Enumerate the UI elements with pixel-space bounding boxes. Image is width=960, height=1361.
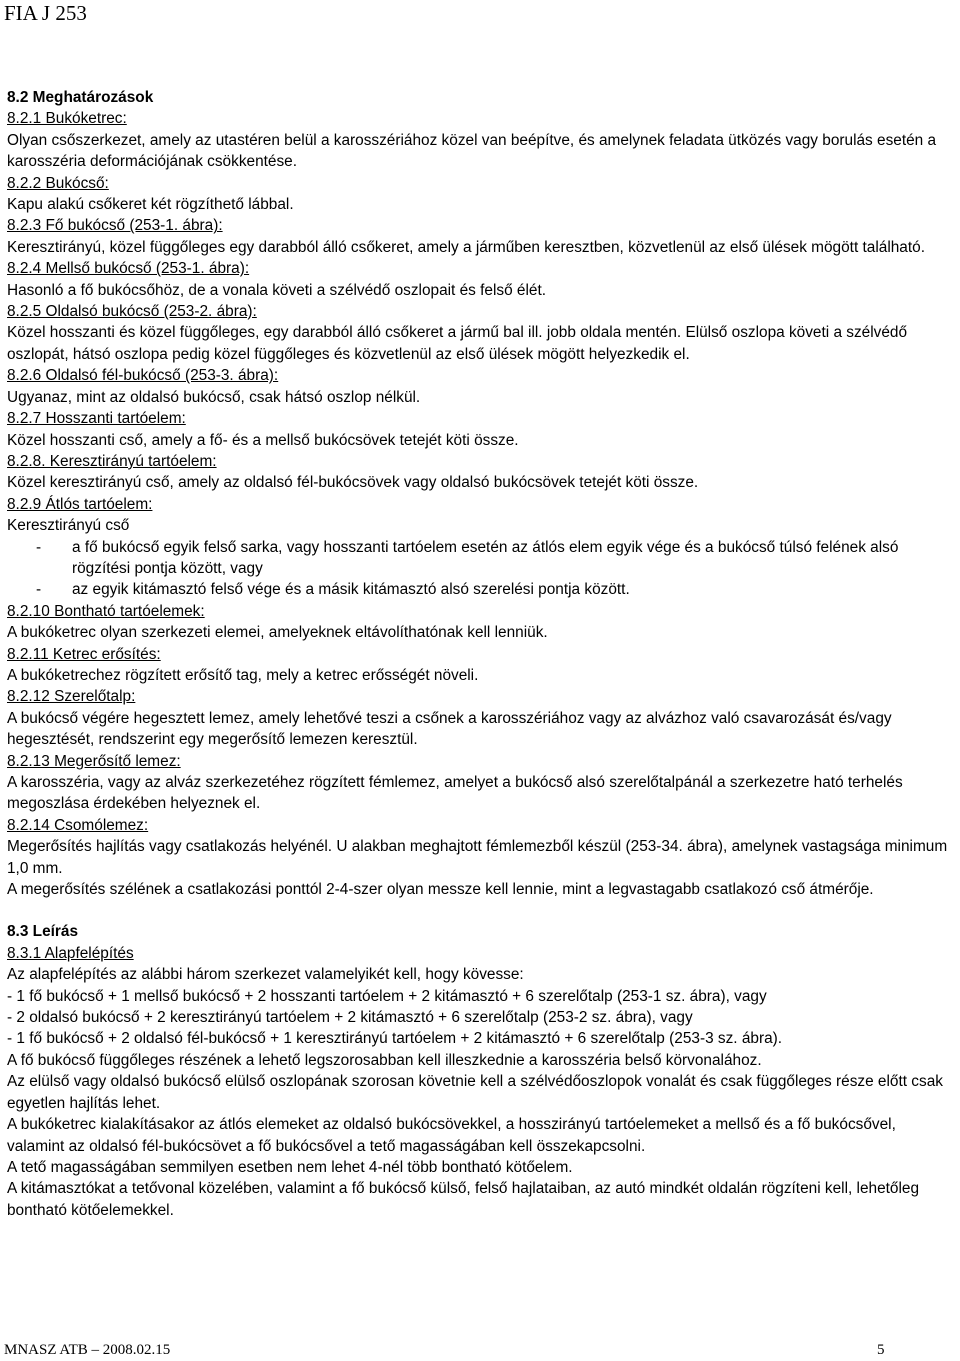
definition-heading: 8.2.7 Hosszanti tartóelem: <box>7 410 186 428</box>
list-item <box>7 579 957 600</box>
list-dash: - <box>36 538 42 556</box>
paragraph: Közel keresztirányú cső, amely az oldalsó fél-bukócsövek vagy oldalsó bukócsövek tetejét köti össze. <box>7 474 699 492</box>
page-header: FIA J 253 <box>4 1 87 25</box>
paragraph: A tető magasságában semmilyen esetben nem lehet 4-nél több bontható kötőelem. <box>7 1158 573 1176</box>
definition-heading: 8.2.1 Bukóketrec: <box>7 110 127 128</box>
definition-heading: 8.2.10 Bontható tartóelemek: <box>7 602 205 620</box>
definition-heading: 8.2.3 Fő bukócső (253-1. ábra): <box>7 217 223 235</box>
list-item <box>7 537 957 580</box>
definition-heading: 8.2.6 Oldalsó fél-bukócső (253-3. ábra): <box>7 367 279 385</box>
paragraph: A bukócső végére hegesztett lemez, amely lehetővé teszi a csőnek a karosszériához vagy az alvázhoz való csavarozását és/vagy hegesztését, rendszerint egy megerősítő lemezen keresztül. <box>7 709 892 749</box>
definition-heading: 8.2.5 Oldalsó bukócső (253-2. ábra): <box>7 303 257 321</box>
list-item-text: az egyik kitámasztó felső vége és a másik kitámasztó alsó szerelési pontja között. <box>72 581 630 599</box>
paragraph: A bukóketrec kialakításakor az átlós elemeket az oldalsó bukócsövekkel, a hosszirányú tartóelemeket a mellső és a fő bukócsővel, valamint az oldalsó fél-bukócsövet a fő bukócsővel a tető magasságában kell összekapcsolni. <box>7 1116 896 1155</box>
paragraph: A kitámasztókat a tetővonal közelében, valamint a fő bukócső külső, felső hajlataiban, az autó mindkét oldalán rögzíteni kell, lehetőleg bontható kötőelemekkel. <box>7 1180 920 1219</box>
paragraph: A bukóketrec olyan szerkezeti elemei, amelyeknek eltávolíthatónak kell lenniük. <box>7 624 548 642</box>
definition-heading: 8.2.9 Átlós tartóelem: <box>7 495 153 513</box>
definition-heading: 8.2.12 Szerelőtalp: <box>7 688 136 706</box>
paragraph: Keresztirányú cső <box>7 517 130 535</box>
paragraph: Közel hosszanti cső, amely a fő- és a mellső bukócsövek tetejét köti össze. <box>7 431 519 449</box>
definition-heading: 8.2.2 Bukócső: <box>7 174 109 192</box>
paragraph: - 1 fő bukócső + 2 oldalsó fél-bukócső + 1 keresztirányú tartóelem + 2 kitámasztó + 6 szerelőtalp (253-3 sz. ábra). <box>7 1030 783 1048</box>
definition-heading: 8.2.4 Mellső bukócső (253-1. ábra): <box>7 260 250 278</box>
paragraph: Közel hosszanti és közel függőleges, egy darabból álló csőkeret a jármű bal ill. jobb oldala mentén. Elülső oszlopa követi a szélvédő oszlopát, hátsó oszlopa pedig közel függőleges és közvetlenül az első ülések mögött helyezkedik el. <box>7 324 908 363</box>
paragraph: Keresztirányú, közel függőleges egy darabból álló csőkeret, amely a járműben keresztben, közvetlenül az első ülések mögött található. <box>7 238 925 256</box>
definition-heading: 8.2.11 Ketrec erősítés: <box>7 645 161 663</box>
paragraph: A bukóketrechez rögzített erősítő tag, mely a ketrec erősségét növeli. <box>7 666 479 684</box>
paragraph: Az elülső vagy oldalsó bukócső elülső oszlopának szorosan követnie kell a szélvédőoszlopok vonalát és csak függőleges része előtt csak egyetlen hajlítás lehet. <box>7 1073 943 1112</box>
footer-left: MNASZ ATB – 2008.02.15 <box>4 1342 171 1358</box>
list-item-text: a fő bukócső egyik felső sarka, vagy hosszanti tartóelem esetén az átlós elem egyik vége és a bukócső túlsó felének alsó rögzítési pontja között, vagy <box>72 538 899 577</box>
document-body <box>7 87 957 1221</box>
definition-heading: 8.2.14 Csomólemez: <box>7 816 149 834</box>
list-dash: - <box>36 581 42 599</box>
paragraph: A megerősítés szélének a csatlakozási ponttól 2-4-szer olyan messze kell lennie, mint a legvastagabb csatlakozó cső átmérője. <box>7 881 874 899</box>
section-heading: 8.2 Meghatározások <box>7 89 154 106</box>
paragraph: Kapu alakú csőkeret két rögzíthető lábbal. <box>7 196 294 214</box>
paragraph: A karosszéria, vagy az alváz szerkezetéhez rögzített fémlemez, amelyet a bukócső alsó szerelőtalpánál a szerkezetre ható terhelés megoszlása érdekében helyeznek el. <box>7 774 903 813</box>
paragraph: Megerősítés hajlítás vagy csatlakozás helyénél. U alakban meghajtott fémlemezből készül (253-34. ábra), amelynek vastagsága minimum 1,0 mm. <box>7 838 948 877</box>
paragraph: Olyan csőszerkezet, amely az utastéren belül a karosszériához közel van beépítve, és amelynek feladata ütközés vagy borulás esetén a karosszéria deformációjának csökkentése. <box>7 131 937 171</box>
section-heading: 8.3 Leírás <box>7 923 79 941</box>
definition-heading: 8.2.8. Keresztirányú tartóelem: <box>7 452 217 470</box>
paragraph: Hasonló a fő bukócsőhöz, de a vonala követi a szélvédő oszlopait és felső élét. <box>7 281 547 299</box>
paragraph: A fő bukócső függőleges részének a lehető legszorosabban kell illeszkednie a karosszéria belső körvonalához. <box>7 1051 762 1069</box>
page-number: 5 <box>877 1342 885 1358</box>
paragraph: Az alapfelépítés az alábbi három szerkezet valamelyikét kell, hogy kövesse: <box>7 966 524 984</box>
paragraph: - 1 fő bukócső + 1 mellső bukócső + 2 hosszanti tartóelem + 2 kitámasztó + 6 szerelőtalp (253-1 sz. ábra), vagy <box>7 987 767 1005</box>
paragraph: Ugyanaz, mint az oldalsó bukócső, csak hátsó oszlop nélkül. <box>7 388 421 406</box>
definition-heading: 8.2.13 Megerősítő lemez: <box>7 752 181 770</box>
spacer <box>7 900 957 921</box>
paragraph: - 2 oldalsó bukócső + 2 keresztirányú tartóelem + 2 kitámasztó + 6 szerelőtalp (253-2 sz. ábra), vagy <box>7 1009 693 1027</box>
definition-heading: 8.3.1 Alapfelépítés <box>7 944 134 962</box>
